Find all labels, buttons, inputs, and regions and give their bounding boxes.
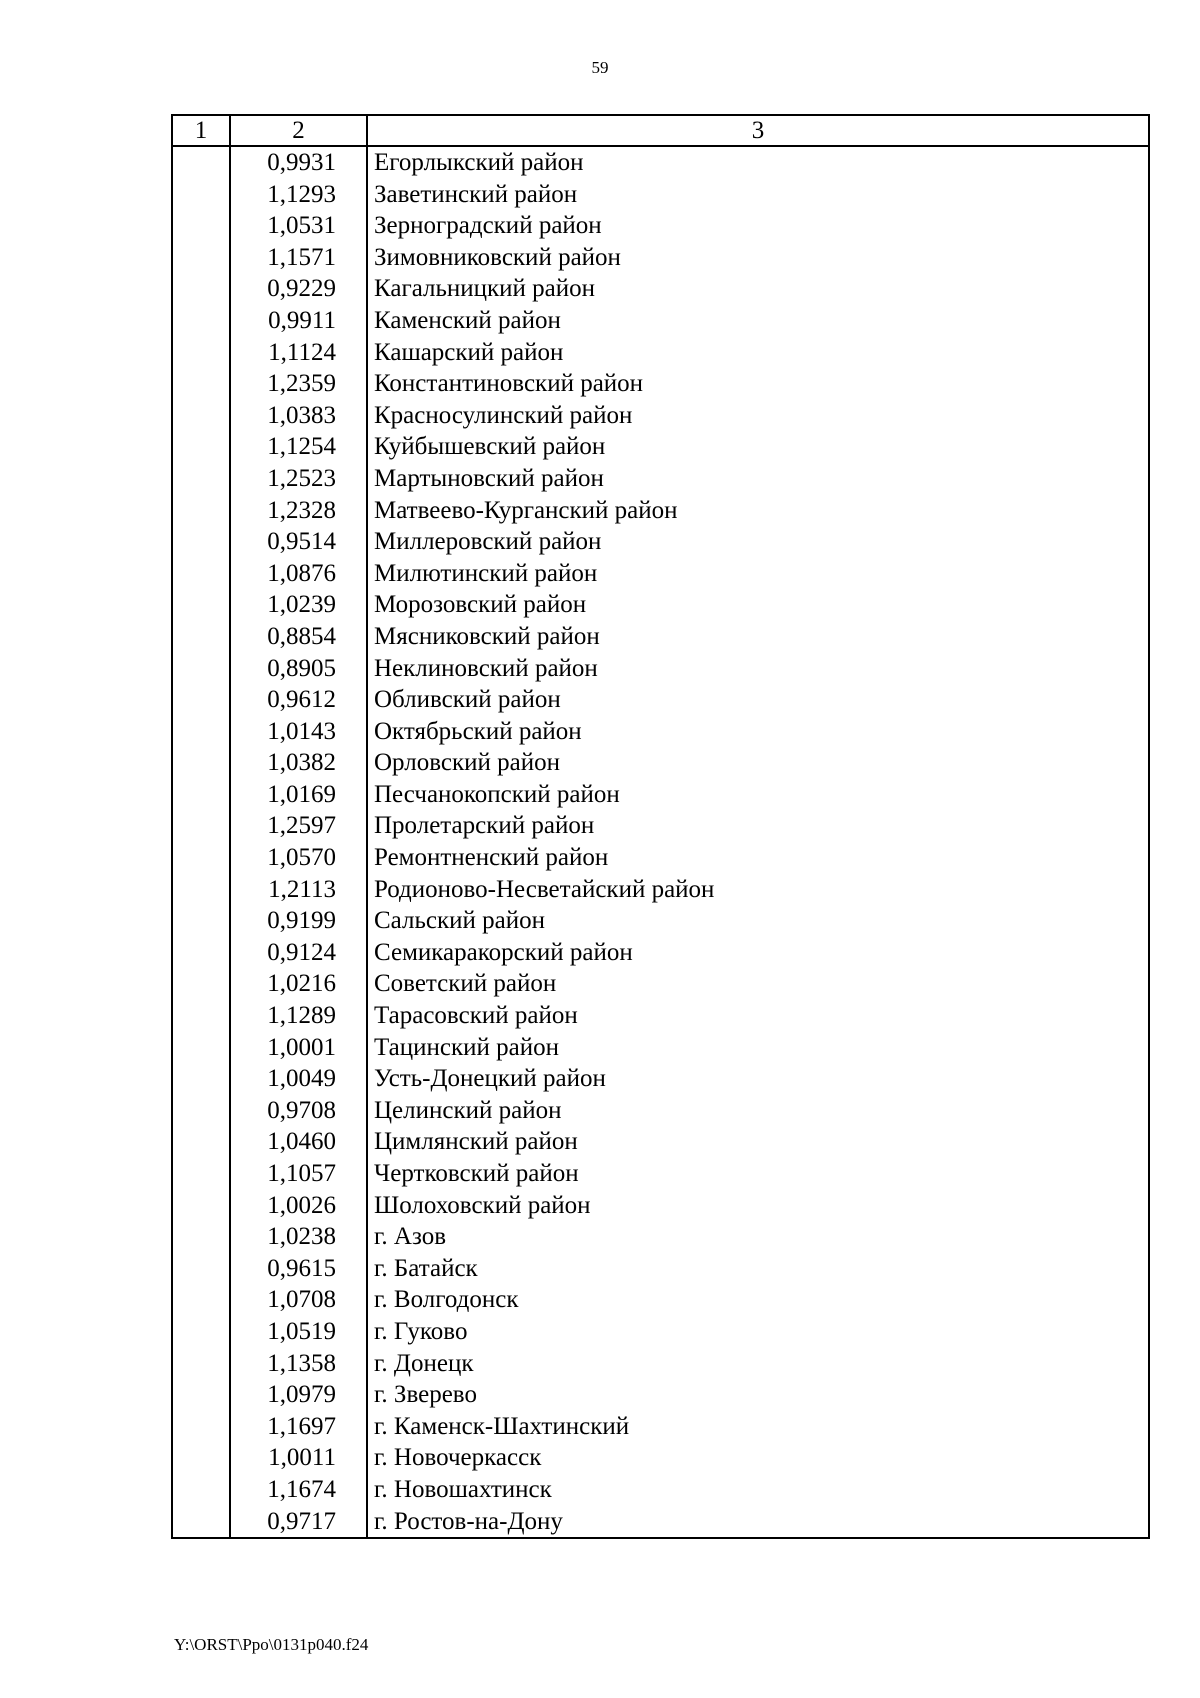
table-row bbox=[172, 337, 1149, 369]
page-number: 59 bbox=[591, 58, 609, 77]
table-row bbox=[172, 1032, 1149, 1064]
coefficient-cell: 1,0708 bbox=[230, 1284, 367, 1316]
coefficient-cell: 1,1571 bbox=[230, 242, 367, 274]
territory-name-cell: Обливский район bbox=[367, 684, 1149, 716]
table-row bbox=[172, 1063, 1149, 1095]
territory-name-cell: г. Батайск bbox=[367, 1253, 1149, 1285]
row-number-cell bbox=[172, 684, 230, 716]
territory-name-cell: Кашарский район bbox=[367, 337, 1149, 369]
row-number-cell bbox=[172, 905, 230, 937]
territory-name-cell: Пролетарский район bbox=[367, 810, 1149, 842]
coefficient-cell: 0,9612 bbox=[230, 684, 367, 716]
coefficient-cell: 1,2359 bbox=[230, 368, 367, 400]
coefficient-cell: 1,0143 bbox=[230, 716, 367, 748]
table-row bbox=[172, 1253, 1149, 1285]
table-row bbox=[172, 810, 1149, 842]
row-number-cell bbox=[172, 400, 230, 432]
row-number-cell bbox=[172, 242, 230, 274]
territory-name-cell: Усть-Донецкий район bbox=[367, 1063, 1149, 1095]
territory-name-cell: г. Новочеркасск bbox=[367, 1442, 1149, 1474]
table-row bbox=[172, 1411, 1149, 1443]
table-row bbox=[172, 242, 1149, 274]
coefficient-cell: 0,9615 bbox=[230, 1253, 367, 1285]
coefficient-cell: 1,0049 bbox=[230, 1063, 367, 1095]
coefficient-cell: 1,0876 bbox=[230, 558, 367, 590]
column-header-1: 1 bbox=[172, 115, 230, 146]
territory-name-cell: Тарасовский район bbox=[367, 1000, 1149, 1032]
coefficient-cell: 1,2328 bbox=[230, 495, 367, 527]
coefficient-cell: 1,0026 bbox=[230, 1190, 367, 1222]
row-number-cell bbox=[172, 1126, 230, 1158]
territory-name-cell: г. Ростов-на-Дону bbox=[367, 1506, 1149, 1539]
table-row bbox=[172, 495, 1149, 527]
row-number-cell bbox=[172, 810, 230, 842]
row-number-cell bbox=[172, 716, 230, 748]
territory-name-cell: Зерноградский район bbox=[367, 210, 1149, 242]
row-number-cell bbox=[172, 1032, 230, 1064]
territory-name-cell: Милютинский район bbox=[367, 558, 1149, 590]
table-row bbox=[172, 1284, 1149, 1316]
territory-name-cell: Константиновский район bbox=[367, 368, 1149, 400]
row-number-cell bbox=[172, 653, 230, 685]
table-row bbox=[172, 1095, 1149, 1127]
territory-name-cell: Ремонтненский район bbox=[367, 842, 1149, 874]
territory-name-cell: Заветинский район bbox=[367, 179, 1149, 211]
row-number-cell bbox=[172, 1221, 230, 1253]
row-number-cell bbox=[172, 589, 230, 621]
coefficient-cell: 0,9124 bbox=[230, 937, 367, 969]
territory-name-cell: Неклиновский район bbox=[367, 653, 1149, 685]
row-number-cell bbox=[172, 1284, 230, 1316]
table-row bbox=[172, 874, 1149, 906]
table-row bbox=[172, 747, 1149, 779]
table-row bbox=[172, 1158, 1149, 1190]
table-row bbox=[172, 146, 1149, 179]
coefficient-cell: 1,0239 bbox=[230, 589, 367, 621]
row-number-cell bbox=[172, 210, 230, 242]
row-number-cell bbox=[172, 621, 230, 653]
territory-name-cell: г. Зверево bbox=[367, 1379, 1149, 1411]
table-row bbox=[172, 1000, 1149, 1032]
coefficient-cell: 1,1697 bbox=[230, 1411, 367, 1443]
table-body bbox=[172, 146, 1149, 1538]
table-row bbox=[172, 1316, 1149, 1348]
row-number-cell bbox=[172, 146, 230, 179]
coefficient-cell: 1,1293 bbox=[230, 179, 367, 211]
coefficient-cell: 1,1289 bbox=[230, 1000, 367, 1032]
coefficient-cell: 1,0169 bbox=[230, 779, 367, 811]
table-row bbox=[172, 526, 1149, 558]
table-row bbox=[172, 1348, 1149, 1380]
territory-name-cell: Семикаракорский район bbox=[367, 937, 1149, 969]
coefficient-cell: 1,1674 bbox=[230, 1474, 367, 1506]
row-number-cell bbox=[172, 1158, 230, 1190]
row-number-cell bbox=[172, 1190, 230, 1222]
table-row bbox=[172, 179, 1149, 211]
coefficient-cell: 1,0519 bbox=[230, 1316, 367, 1348]
territory-name-cell: Шолоховский район bbox=[367, 1190, 1149, 1222]
coefficient-cell: 1,0979 bbox=[230, 1379, 367, 1411]
territory-name-cell: Песчанокопский район bbox=[367, 779, 1149, 811]
coefficient-cell: 1,1254 bbox=[230, 431, 367, 463]
coefficient-cell: 0,9931 bbox=[230, 146, 367, 179]
coefficient-cell: 1,0001 bbox=[230, 1032, 367, 1064]
row-number-cell bbox=[172, 305, 230, 337]
territory-name-cell: Матвеево-Курганский район bbox=[367, 495, 1149, 527]
coefficient-cell: 1,0011 bbox=[230, 1442, 367, 1474]
table-row bbox=[172, 1442, 1149, 1474]
table-row bbox=[172, 905, 1149, 937]
row-number-cell bbox=[172, 1000, 230, 1032]
coefficient-cell: 1,0460 bbox=[230, 1126, 367, 1158]
coefficient-cell: 0,9199 bbox=[230, 905, 367, 937]
row-number-cell bbox=[172, 1442, 230, 1474]
territory-name-cell: Сальский район bbox=[367, 905, 1149, 937]
territory-name-cell: Чертковский район bbox=[367, 1158, 1149, 1190]
row-number-cell bbox=[172, 968, 230, 1000]
row-number-cell bbox=[172, 368, 230, 400]
table-row bbox=[172, 684, 1149, 716]
territory-name-cell: Красносулинский район bbox=[367, 400, 1149, 432]
territory-name-cell: Куйбышевский район bbox=[367, 431, 1149, 463]
coefficient-cell: 0,9229 bbox=[230, 273, 367, 305]
row-number-cell bbox=[172, 1506, 230, 1539]
coefficient-cell: 1,1057 bbox=[230, 1158, 367, 1190]
territory-name-cell: г. Донецк bbox=[367, 1348, 1149, 1380]
row-number-cell bbox=[172, 1348, 230, 1380]
territory-name-cell: Родионово-Несветайский район bbox=[367, 874, 1149, 906]
table-row bbox=[172, 210, 1149, 242]
table-row bbox=[172, 937, 1149, 969]
territory-name-cell: г. Гуково bbox=[367, 1316, 1149, 1348]
coefficient-cell: 1,0570 bbox=[230, 842, 367, 874]
coefficient-cell: 0,8854 bbox=[230, 621, 367, 653]
coefficient-cell: 1,0383 bbox=[230, 400, 367, 432]
table-row bbox=[172, 779, 1149, 811]
territory-name-cell: Морозовский район bbox=[367, 589, 1149, 621]
coefficient-cell: 0,9514 bbox=[230, 526, 367, 558]
coefficient-cell: 1,2597 bbox=[230, 810, 367, 842]
territory-name-cell: Цимлянский район bbox=[367, 1126, 1149, 1158]
row-number-cell bbox=[172, 747, 230, 779]
territory-name-cell: Зимовниковский район bbox=[367, 242, 1149, 274]
coefficient-cell: 1,0238 bbox=[230, 1221, 367, 1253]
territory-name-cell: Кагальницкий район bbox=[367, 273, 1149, 305]
row-number-cell bbox=[172, 1095, 230, 1127]
territory-name-cell: Миллеровский район bbox=[367, 526, 1149, 558]
table-row bbox=[172, 621, 1149, 653]
coefficient-cell: 1,0531 bbox=[230, 210, 367, 242]
table-header-row bbox=[172, 115, 1149, 146]
row-number-cell bbox=[172, 431, 230, 463]
row-number-cell bbox=[172, 273, 230, 305]
coefficient-cell: 1,0382 bbox=[230, 747, 367, 779]
table-row bbox=[172, 589, 1149, 621]
row-number-cell bbox=[172, 1411, 230, 1443]
table-row bbox=[172, 463, 1149, 495]
table-row bbox=[172, 273, 1149, 305]
territory-name-cell: Тацинский район bbox=[367, 1032, 1149, 1064]
column-header-3: 3 bbox=[367, 115, 1149, 146]
row-number-cell bbox=[172, 874, 230, 906]
coefficient-cell: 0,9708 bbox=[230, 1095, 367, 1127]
territory-name-cell: г. Новошахтинск bbox=[367, 1474, 1149, 1506]
footer-file-path: Y:\ORST\Ppo\0131p040.f24 bbox=[174, 1635, 369, 1654]
table-row bbox=[172, 842, 1149, 874]
coefficient-cell: 0,8905 bbox=[230, 653, 367, 685]
territory-name-cell: г. Волгодонск bbox=[367, 1284, 1149, 1316]
territory-name-cell: Мартыновский район bbox=[367, 463, 1149, 495]
row-number-cell bbox=[172, 179, 230, 211]
row-number-cell bbox=[172, 842, 230, 874]
row-number-cell bbox=[172, 1474, 230, 1506]
coefficient-cell: 1,2113 bbox=[230, 874, 367, 906]
table-row bbox=[172, 400, 1149, 432]
coefficient-cell: 1,1124 bbox=[230, 337, 367, 369]
table-row bbox=[172, 368, 1149, 400]
table-row bbox=[172, 716, 1149, 748]
row-number-cell bbox=[172, 495, 230, 527]
territory-name-cell: г. Каменск-Шахтинский bbox=[367, 1411, 1149, 1443]
table-row bbox=[172, 1221, 1149, 1253]
row-number-cell bbox=[172, 337, 230, 369]
table-row bbox=[172, 558, 1149, 590]
row-number-cell bbox=[172, 526, 230, 558]
coefficients-table bbox=[171, 114, 1150, 1539]
row-number-cell bbox=[172, 1379, 230, 1411]
table-row bbox=[172, 1506, 1149, 1539]
row-number-cell bbox=[172, 1316, 230, 1348]
territory-name-cell: Орловский район bbox=[367, 747, 1149, 779]
coefficient-cell: 1,0216 bbox=[230, 968, 367, 1000]
row-number-cell bbox=[172, 1253, 230, 1285]
table-row bbox=[172, 1190, 1149, 1222]
table-row bbox=[172, 1474, 1149, 1506]
coefficient-cell: 1,1358 bbox=[230, 1348, 367, 1380]
coefficient-cell: 1,2523 bbox=[230, 463, 367, 495]
column-header-2: 2 bbox=[230, 115, 367, 146]
territory-name-cell: Целинский район bbox=[367, 1095, 1149, 1127]
table-row bbox=[172, 968, 1149, 1000]
table-row bbox=[172, 653, 1149, 685]
row-number-cell bbox=[172, 463, 230, 495]
territory-name-cell: Советский район bbox=[367, 968, 1149, 1000]
coefficient-cell: 0,9911 bbox=[230, 305, 367, 337]
territory-name-cell: Октябрьский район bbox=[367, 716, 1149, 748]
territory-name-cell: Мясниковский район bbox=[367, 621, 1149, 653]
table-header bbox=[172, 115, 1149, 146]
table-row bbox=[172, 431, 1149, 463]
row-number-cell bbox=[172, 937, 230, 969]
table-row bbox=[172, 305, 1149, 337]
row-number-cell bbox=[172, 1063, 230, 1095]
row-number-cell bbox=[172, 779, 230, 811]
territory-name-cell: г. Азов bbox=[367, 1221, 1149, 1253]
coefficient-cell: 0,9717 bbox=[230, 1506, 367, 1539]
territory-name-cell: Егорлыкский район bbox=[367, 146, 1149, 179]
table-row bbox=[172, 1126, 1149, 1158]
territory-name-cell: Каменский район bbox=[367, 305, 1149, 337]
row-number-cell bbox=[172, 558, 230, 590]
table-row bbox=[172, 1379, 1149, 1411]
